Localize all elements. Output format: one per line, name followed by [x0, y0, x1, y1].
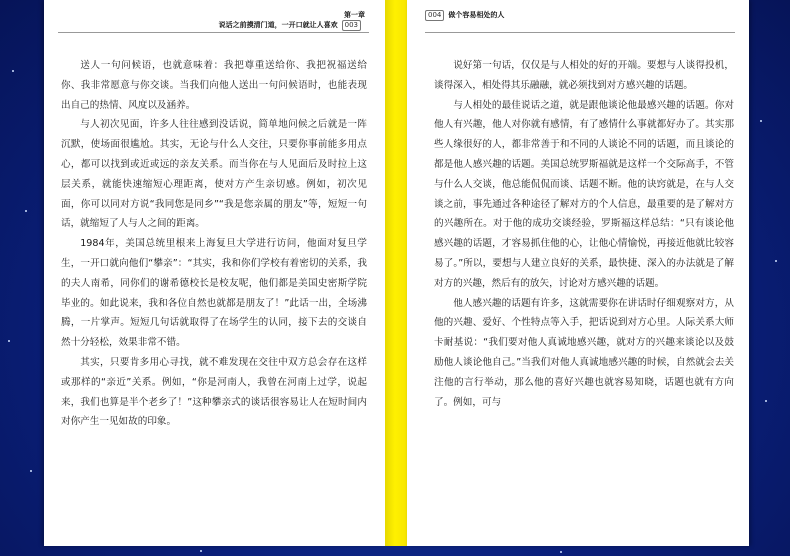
- paragraph: 送人一句问候语，也就意味着：我把尊重送给你、我把祝福送给你、我非常愿意与你交谈。当我们向他人送出一句问候语时，也能表现出自己的热情、风度以及涵养。: [61, 60, 367, 111]
- right-page-header: [425, 10, 504, 21]
- paragraph: 1984年，美国总统里根来上海复旦大学进行访问，他面对复旦学生，一开口就向他们“攀亲”：“其实，我和你们学校有着密切的关系，我的夫人南希，同你们的谢希德校长是校友呢，他们都是美国史密斯学院毕业的。如此说来，我和各位自然也就都是朋友了！”此话一出，全场沸腾，一片掌声。短短几句话就取得了在场学生的认同，接下去的交谈自然十分轻松，效果非常不错。: [61, 238, 367, 349]
- header-divider: [425, 32, 735, 33]
- paragraph: 与人初次见面，许多人往往感到没话说，简单地问候之后就是一阵沉默，使场面很尴尬。其实，无论与什么人交往，只要你事前能多用点心，都可以找到或近或远的亲友关系。而当你在与人见面后及时拉上这层关系，就能快速缩短心理距离，使对方产生亲切感。例如，初次见面，你可以同对方说“我同您是同乡”“我是您亲属的朋友”等，短短一句话，就缩短了人与人之间的距离。: [61, 119, 367, 230]
- left-page-body: [61, 56, 367, 432]
- paragraph: 与人相处的最佳说话之道，就是跟他谈论他最感兴趣的话题。你对他人有兴趣，他人对你就有感情，有了感情什么事就都好办了。其实那些人缘很好的人，都非常善于和不同的人谈论不同的话题，而且谈论的都是他人感兴趣的话题。美国总统罗斯福就是这样一个交际高手，不管与什么人交谈，他总能侃侃而谈、话题不断。他的诀窍就是，在与人交谈之前，事先通过各种途径了解对方的个人信息，最重要的是了解对方的兴趣所在。对于他的成功交谈经验，罗斯福这样总结：“只有谈论他感兴趣的话题，才容易抓住他的心，让他心情愉悦，再接近他就比较容易了。”所以，要想与人建立良好的关系，最快捷、深入的办法就是了解对方的兴趣，然后有的放矢，讨论对方感兴趣的话题。: [434, 99, 734, 289]
- chapter-label: 第一章: [344, 11, 365, 19]
- right-page: [407, 0, 749, 546]
- left-page-header: [219, 10, 365, 31]
- chapter-subtitle: 说话之前摸清门道，一开口就让人喜欢: [218, 21, 338, 29]
- page-number: 003: [342, 20, 361, 31]
- left-page: [44, 0, 385, 546]
- paragraph: 说好第一句话，仅仅是与人相处的好的开端。要想与人谈得投机，谈得深入，相处得其乐融融，就必须找到对方感兴趣的话题。: [434, 60, 734, 91]
- section-title: 做个容易相处的人: [448, 11, 505, 19]
- page-number: 004: [425, 10, 444, 21]
- paragraph: 其实，只要肯多用心寻找，就不难发现在交往中双方总会存在这样或那样的“亲近”关系。例如，“你是河南人，我曾在河南上过学，说起来，我们也算是半个老乡了！”这种攀亲式的谈话很容易让人在短时间内对你产生一见如故的印象。: [61, 356, 367, 428]
- book-spine: [385, 0, 407, 546]
- paragraph: 他人感兴趣的话题有许多，这就需要你在讲话时仔细观察对方，从他的兴趣、爱好、个性特点等入手，把话说到对方心里。人际关系大师卡耐基说：“我们要对他人真诚地感兴趣，就对方的兴趣来谈论以及鼓励他人谈论他自己。”当我们对他人真诚地感兴趣的时候，自然就会去关注他的言行举动，那么他的喜好兴趣也就容易知晓，话题也就有方向了。例如，可与: [434, 297, 734, 408]
- right-page-body: [434, 56, 734, 412]
- header-divider: [58, 32, 369, 33]
